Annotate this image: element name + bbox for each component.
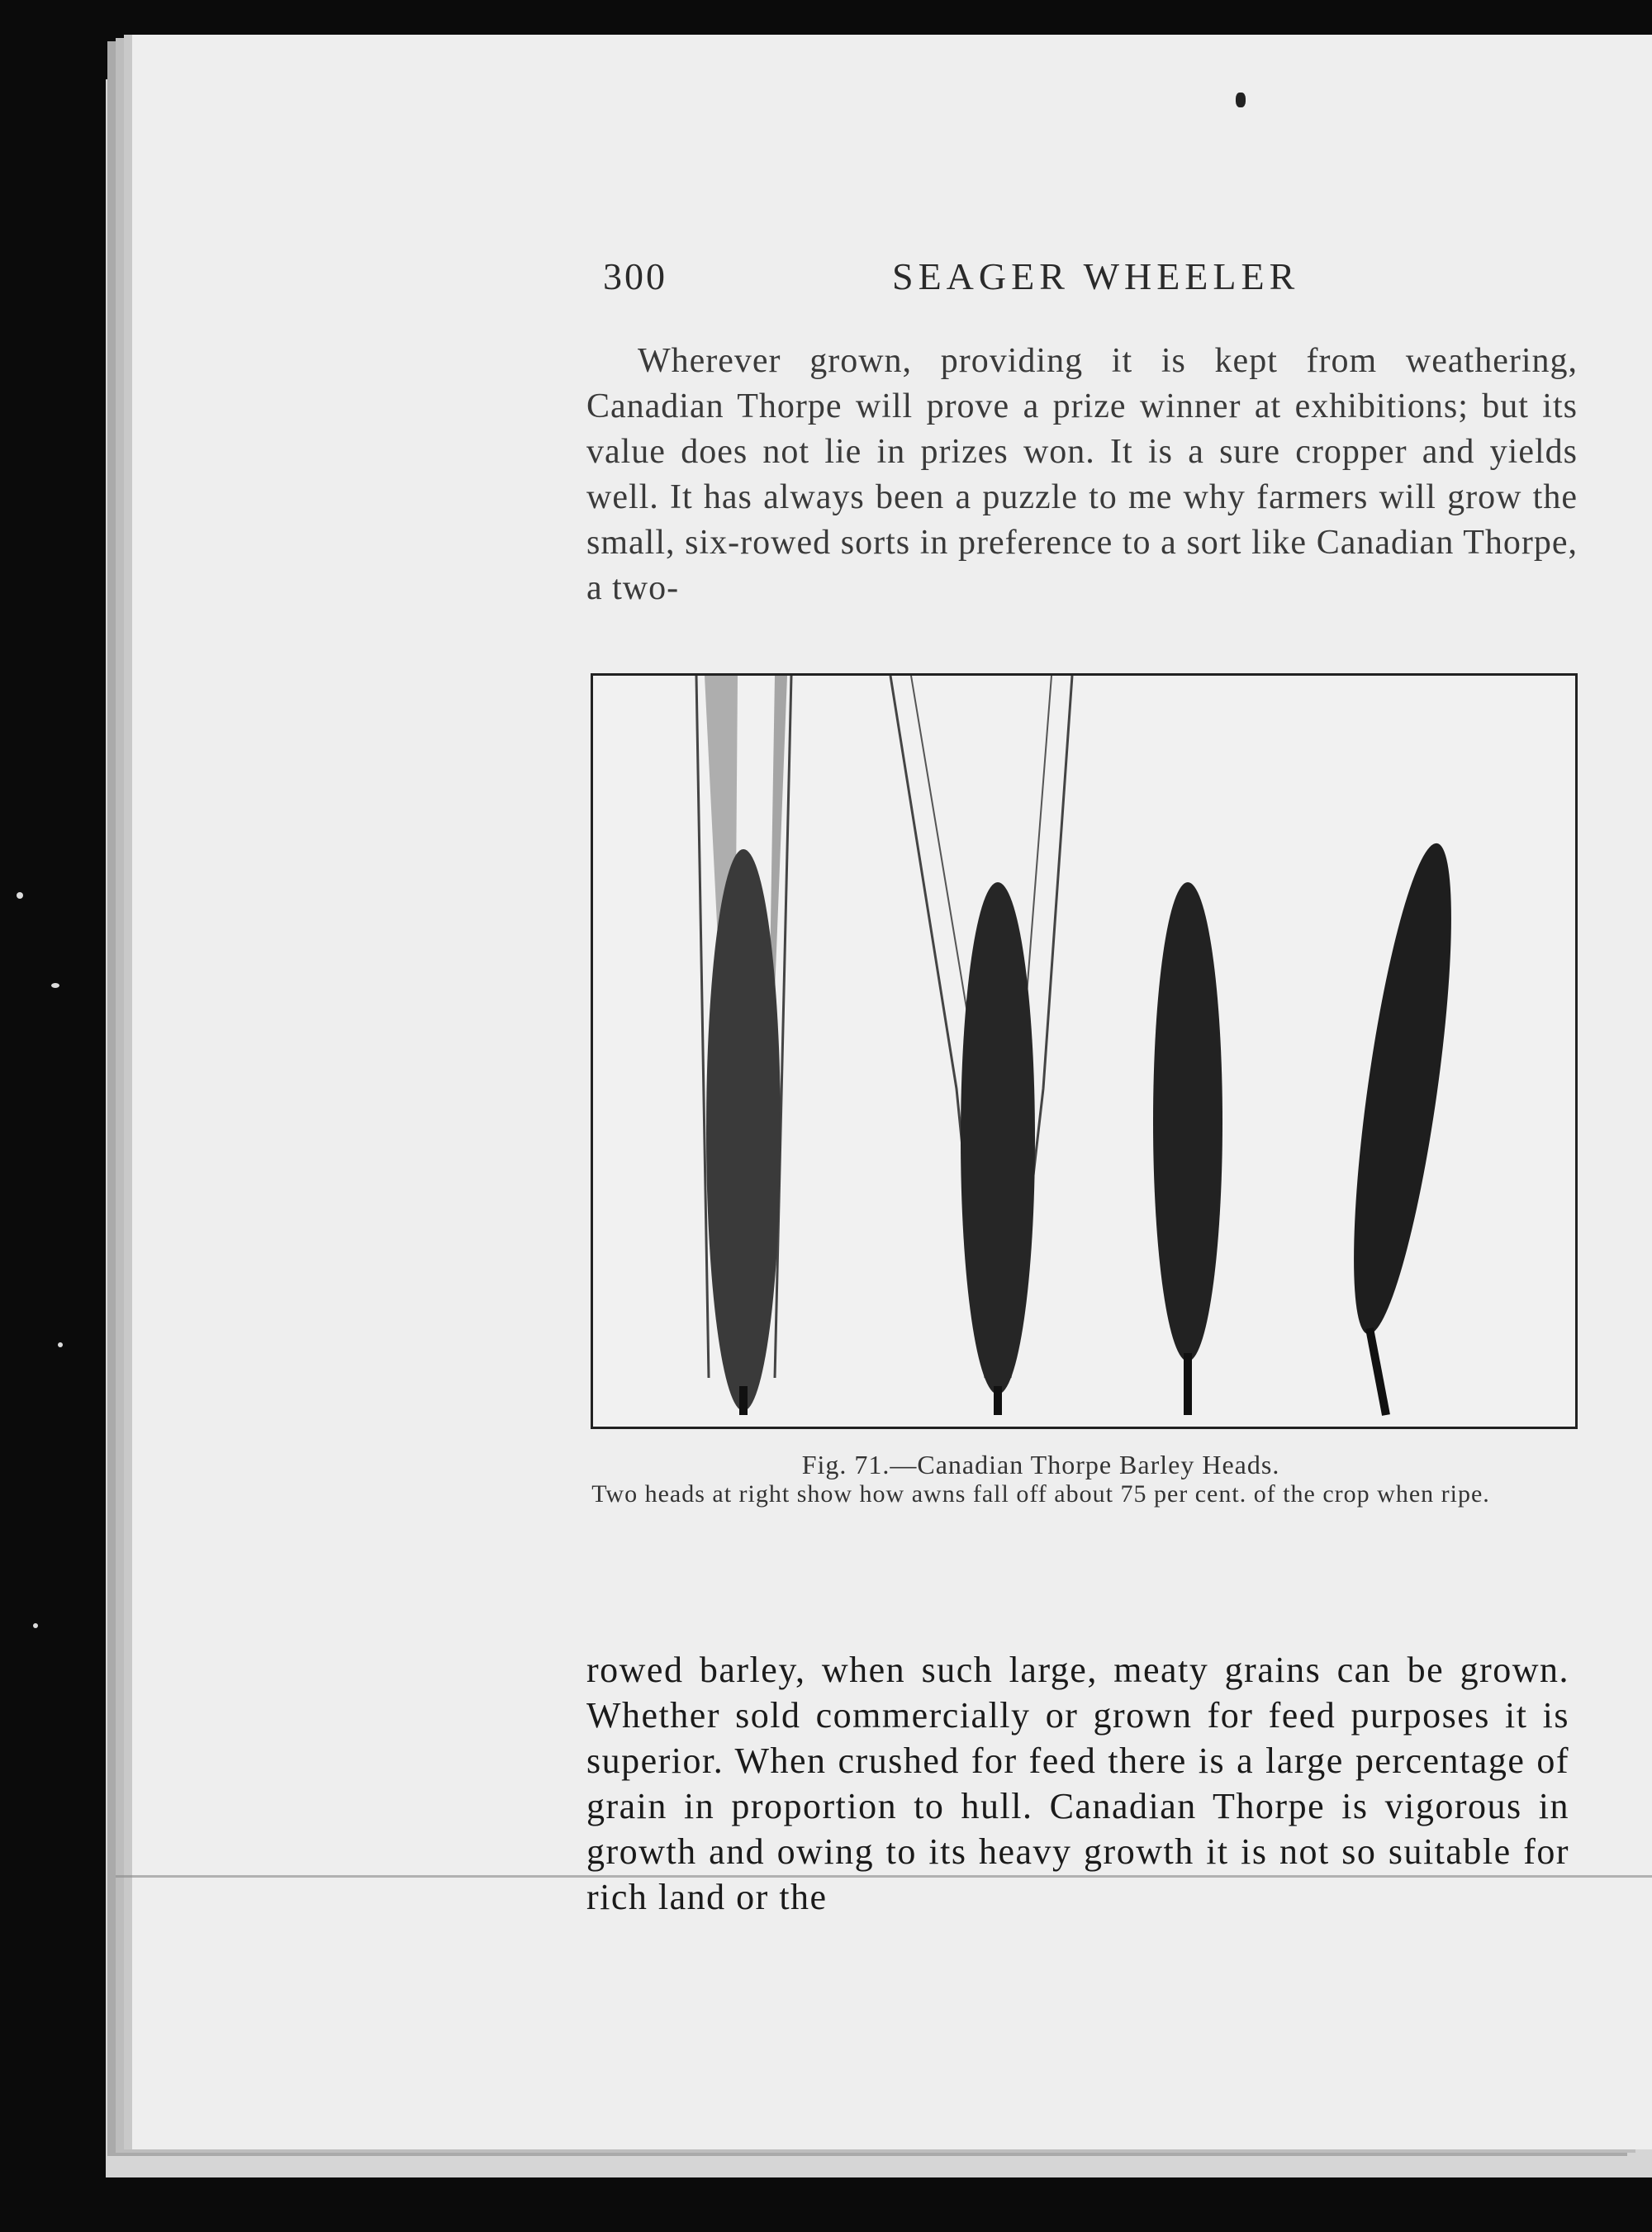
dust-speck <box>51 983 59 988</box>
running-head <box>586 248 1578 297</box>
body-paragraph-2: rowed barley, when such large, meaty grains can be grown. Whether sold commercially or grown for feed purposes it is superior. When crushed for feed there is a large percentage of grain in proportion to hull. Canadian Thorpe is vigorous in growth and owing to its heavy growth it is not so suitable for rich land or the <box>586 1650 1569 1917</box>
barley-head-2 <box>890 676 1072 1415</box>
dust-speck <box>33 1623 38 1628</box>
barley-head-3 <box>1153 882 1222 1415</box>
page-mark <box>1236 93 1246 107</box>
page-number: 300 <box>603 255 667 297</box>
figure-barley-heads <box>591 673 1578 1429</box>
dust-speck <box>17 892 23 899</box>
body-paragraph-1: Wherever grown, providing it is kept from weathering, Canadian Thorpe will prove a prize winner at exhibitions; but its value does not lie in prizes won. It is a sure cropper and yields well. It has always been a puzzle to me why farmers will grow the small, six-rowed sorts in preference to a sort like Canadian Thorpe, a two- <box>586 342 1578 607</box>
figure-caption-title: Fig. 71.—Canadian Thorpe Barley Heads. <box>801 1450 1280 1479</box>
figure-caption-text: Two heads at right show how awns fall off about 75 per cent. of the crop when ripe. <box>591 1480 1490 1508</box>
barley-head-1 <box>696 676 791 1415</box>
text-column <box>586 248 1578 704</box>
barley-head-4 <box>1334 838 1472 1415</box>
figure-caption <box>496 1450 1586 1509</box>
running-title: SEAGER WHEELER <box>892 255 1300 297</box>
barley-heads-illustration <box>593 676 1575 1427</box>
dust-speck <box>58 1342 63 1347</box>
